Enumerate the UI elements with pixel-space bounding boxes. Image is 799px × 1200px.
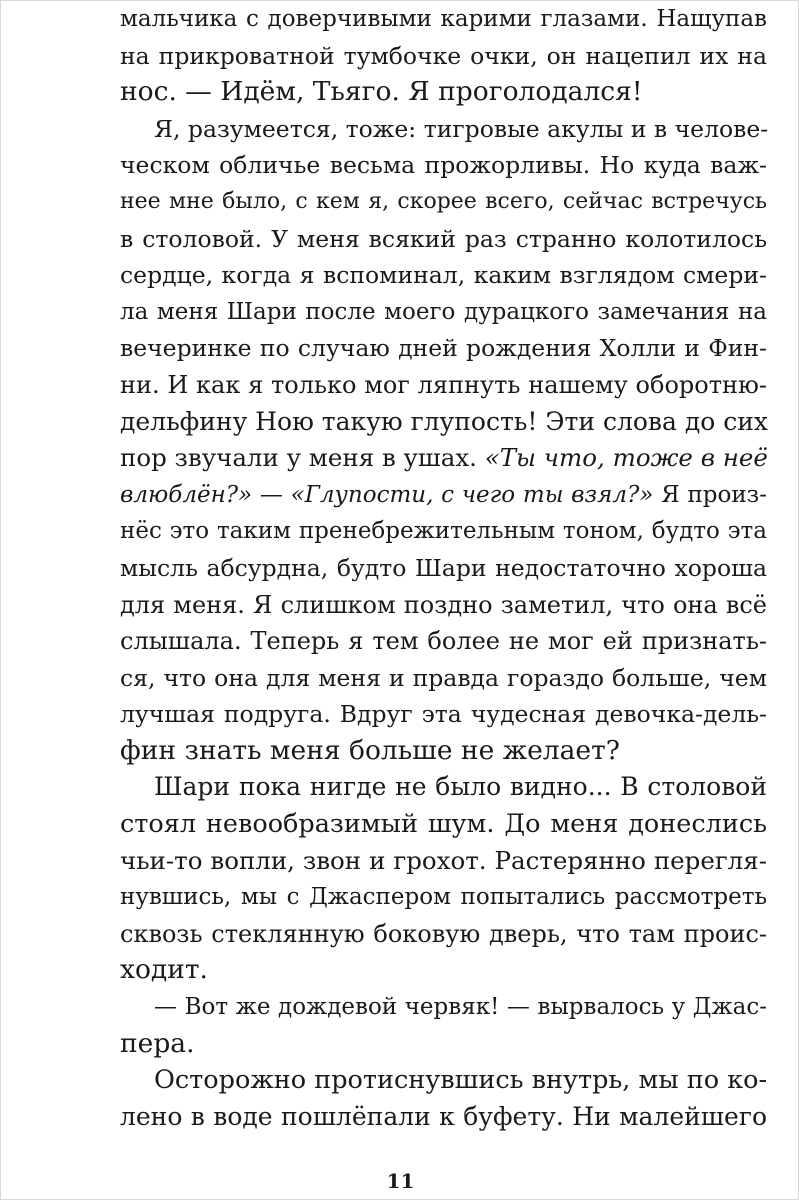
page-number: 11 bbox=[386, 1169, 415, 1193]
text-line bbox=[120, 1026, 767, 1063]
text-run: мысль абсурдна, будто Шари недостаточно хороша bbox=[120, 553, 767, 582]
text-run: нёс это таким пренебрежительным тоном, будто эта bbox=[120, 518, 767, 545]
text-run: ни. И как я только мог ляпнуть нашему оборотню- bbox=[120, 370, 767, 399]
text-run: нувшись, мы с Джаспером попытались рассмотреть bbox=[120, 884, 767, 911]
text-line bbox=[120, 477, 767, 514]
text-run: сердце, когда я вспоминал, каким взглядом смери- bbox=[120, 261, 767, 290]
text-line bbox=[120, 257, 767, 294]
text-line bbox=[120, 660, 767, 697]
text-line bbox=[120, 404, 767, 441]
text-run: для меня. Я слишком поздно заметил, что она всё bbox=[120, 590, 767, 619]
text-run: нее мне было, с кем я, скорее всего, сейчас встречусь bbox=[120, 188, 767, 214]
text-line bbox=[120, 916, 767, 953]
text-line bbox=[120, 367, 767, 404]
text-line bbox=[120, 952, 767, 989]
text-run: дельфину Ною такую глупость! Эти слова до сих bbox=[120, 406, 768, 436]
italic-quote: «Ты что, тоже в неё bbox=[484, 443, 768, 473]
text-line bbox=[120, 550, 767, 587]
text-line bbox=[120, 806, 767, 843]
text-line bbox=[120, 111, 767, 148]
text-run: на прикроватной тумбочке очки, он нацепил их на bbox=[120, 41, 767, 70]
text-run: вечеринке по случаю дней рождения Холли и Фин- bbox=[120, 334, 767, 363]
text-line bbox=[120, 733, 767, 770]
text-line bbox=[120, 440, 767, 477]
text-run: лено в воде пошлёпали к буфету. Ни малейшего bbox=[120, 1101, 767, 1131]
text-line bbox=[120, 74, 767, 111]
text-run: лучшая подруга. Вдруг эта чудесная девочка-дель- bbox=[120, 700, 767, 729]
text-line bbox=[120, 1062, 767, 1099]
text-line bbox=[120, 989, 767, 1026]
text-line bbox=[120, 1, 767, 38]
text-run: пера. bbox=[120, 1027, 195, 1059]
text-run: — Вот же дождевой червяк! — вырвалось у Джас- bbox=[154, 994, 767, 1021]
text-line bbox=[120, 38, 767, 75]
text-run: мальчика с доверчивыми карими глазами. Нащупав bbox=[120, 6, 767, 32]
body-text bbox=[120, 1, 767, 1135]
text-line bbox=[120, 843, 767, 880]
text-run: ся, что она для меня и правда гораздо больше, чем bbox=[120, 663, 767, 692]
text-line bbox=[120, 513, 767, 550]
text-run: нос. — Идём, Тьяго. Я проголодался! bbox=[120, 76, 643, 108]
text-run: слышала. Теперь я тем более не мог ей признать- bbox=[120, 627, 767, 656]
text-run: Я, разумеется, тоже: тигровые акулы и в челове- bbox=[154, 114, 769, 143]
text-run: ходит. bbox=[120, 954, 208, 986]
text-line bbox=[120, 1099, 767, 1136]
text-line bbox=[120, 184, 767, 221]
text-line bbox=[120, 696, 767, 733]
text-line bbox=[120, 769, 767, 806]
text-run: ческом обличье весьма прожорливы. Но куда важ- bbox=[120, 151, 767, 180]
text-run: сквозь стеклянную боковую дверь, что там проис- bbox=[120, 919, 767, 948]
text-line bbox=[120, 147, 767, 184]
text-line bbox=[120, 221, 767, 258]
text-line bbox=[120, 330, 767, 367]
text-line bbox=[120, 587, 767, 624]
text-line bbox=[120, 623, 767, 660]
text-run: Шари пока нигде не было видно... В столовой bbox=[154, 772, 767, 802]
text-run: стоял невообразимый шум. До меня донеслись bbox=[120, 809, 767, 840]
text-line bbox=[120, 294, 767, 331]
text-run: ла меня Шари после моего дурацкого замечания на bbox=[120, 298, 767, 325]
text-run: Осторожно протиснувшись внутрь, мы по ко- bbox=[154, 1065, 768, 1096]
italic-quote: влюблён?» — «Глупости, с чего ты взял?» bbox=[120, 481, 654, 508]
text-run: Я произ- bbox=[653, 481, 768, 508]
text-run: чьи-то вопли, звон и грохот. Растерянно перегля- bbox=[120, 845, 767, 875]
text-run: пор звучали у меня в ушах. bbox=[120, 443, 485, 473]
text-run: фин знать меня больше не желает? bbox=[120, 734, 620, 766]
text-run: в столовой. У меня всякий раз странно колотилось bbox=[120, 224, 767, 253]
text-line bbox=[120, 879, 767, 916]
